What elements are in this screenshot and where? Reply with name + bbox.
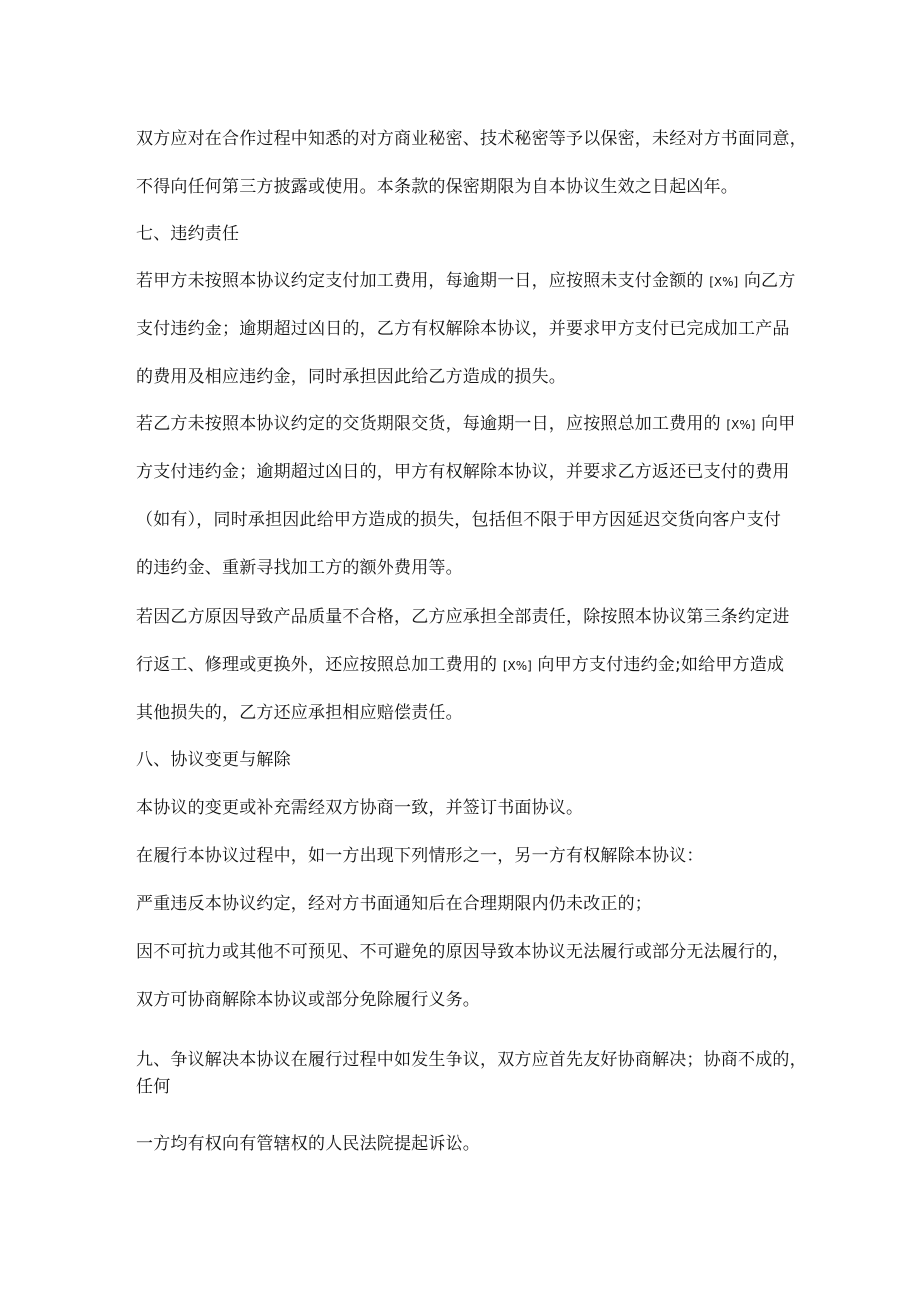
termination-condition-1: 严重违反本协议约定，经对方书面通知后在合理期限内仍未改正的；: [136, 894, 652, 914]
party-a-breach-line-3: 的费用及相应违约金，同时承担因此给乙方造成的损失。: [136, 367, 566, 387]
party-b-breach-text-start: 若乙方未按照本协议约定的交货期限交货，每逾期一日，应按照总加工费用的: [136, 414, 721, 434]
section-9-final-line: 一方均有权向有管辖权的人民法院提起诉讼。: [136, 1134, 480, 1154]
party-a-breach-line-1: [136, 270, 795, 293]
party-a-breach-text-end: 向乙方: [743, 271, 796, 291]
party-b-breach-text-end: 向甲: [761, 414, 796, 434]
party-a-breach-line-2: 支付违约金；逾期超过凶日的，乙方有权解除本协议，并要求甲方支付已完成加工产品: [136, 319, 790, 339]
confidentiality-line-2: 不得向任何第三方披露或使用。本条款的保密期限为自本协议生效之日起凶年。: [136, 177, 738, 197]
penalty-rate-placeholder: [X%]: [502, 659, 532, 673]
party-b-breach-line-1: [136, 413, 795, 436]
confidentiality-line-1: 双方应对在合作过程中知悉的对方商业秘密、技术秘密等予以保密，未经对方书面同意，: [136, 129, 807, 149]
termination-intro-line: 在履行本协议过程中，如一方出现下列情形之一，另一方有权解除本协议：: [136, 846, 704, 866]
quality-breach-line-1: 若因乙方原因导致产品质量不合格，乙方应承担全部责任，除按照本协议第三条约定进: [136, 607, 790, 627]
termination-condition-2-cont: 双方可协商解除本协议或部分免除履行义务。: [136, 990, 480, 1010]
penalty-rate-placeholder: [X%]: [709, 275, 739, 289]
quality-breach-text-start: 行返工、修理或更换外，还应按照总加工费用的: [136, 655, 498, 675]
amendment-line: 本协议的变更或补充需经双方协商一致，并签订书面协议。: [136, 798, 584, 818]
termination-condition-2: 因不可抗力或其他不可预见、不可避免的原因导致本协议无法履行或部分无法履行的，: [136, 942, 790, 962]
quality-breach-text-end: 向甲方支付违约金;如给甲方造成: [537, 655, 785, 675]
penalty-rate-placeholder: [X%]: [726, 418, 756, 432]
party-b-breach-line-2: 方支付违约金；逾期超过凶日的，甲方有权解除本协议，并要求乙方返还已支付的费用: [136, 462, 790, 482]
quality-breach-line-2: [136, 654, 784, 677]
section-7-heading: 七、违约责任: [136, 224, 240, 244]
section-9-wrap-line: 任何: [136, 1077, 171, 1097]
party-b-breach-line-4: 的违约金、重新寻找加工方的额外费用等。: [136, 558, 463, 578]
party-a-breach-text-start: 若甲方未按照本协议约定支付加工费用，每逾期一日，应按照未支付金额的: [136, 271, 704, 291]
section-8-heading: 八、协议变更与解除: [136, 750, 291, 770]
section-9-heading-line: 九、争议解决本协议在履行过程中如发生争议，双方应首先友好协商解决；协商不成的，: [136, 1050, 807, 1070]
party-b-breach-line-3: （如有），同时承担因此给甲方造成的损失，包括但不限于甲方因延迟交货向客户支付: [136, 510, 782, 530]
quality-breach-line-3: 其他损失的，乙方还应承担相应赔偿责任。: [136, 703, 463, 723]
